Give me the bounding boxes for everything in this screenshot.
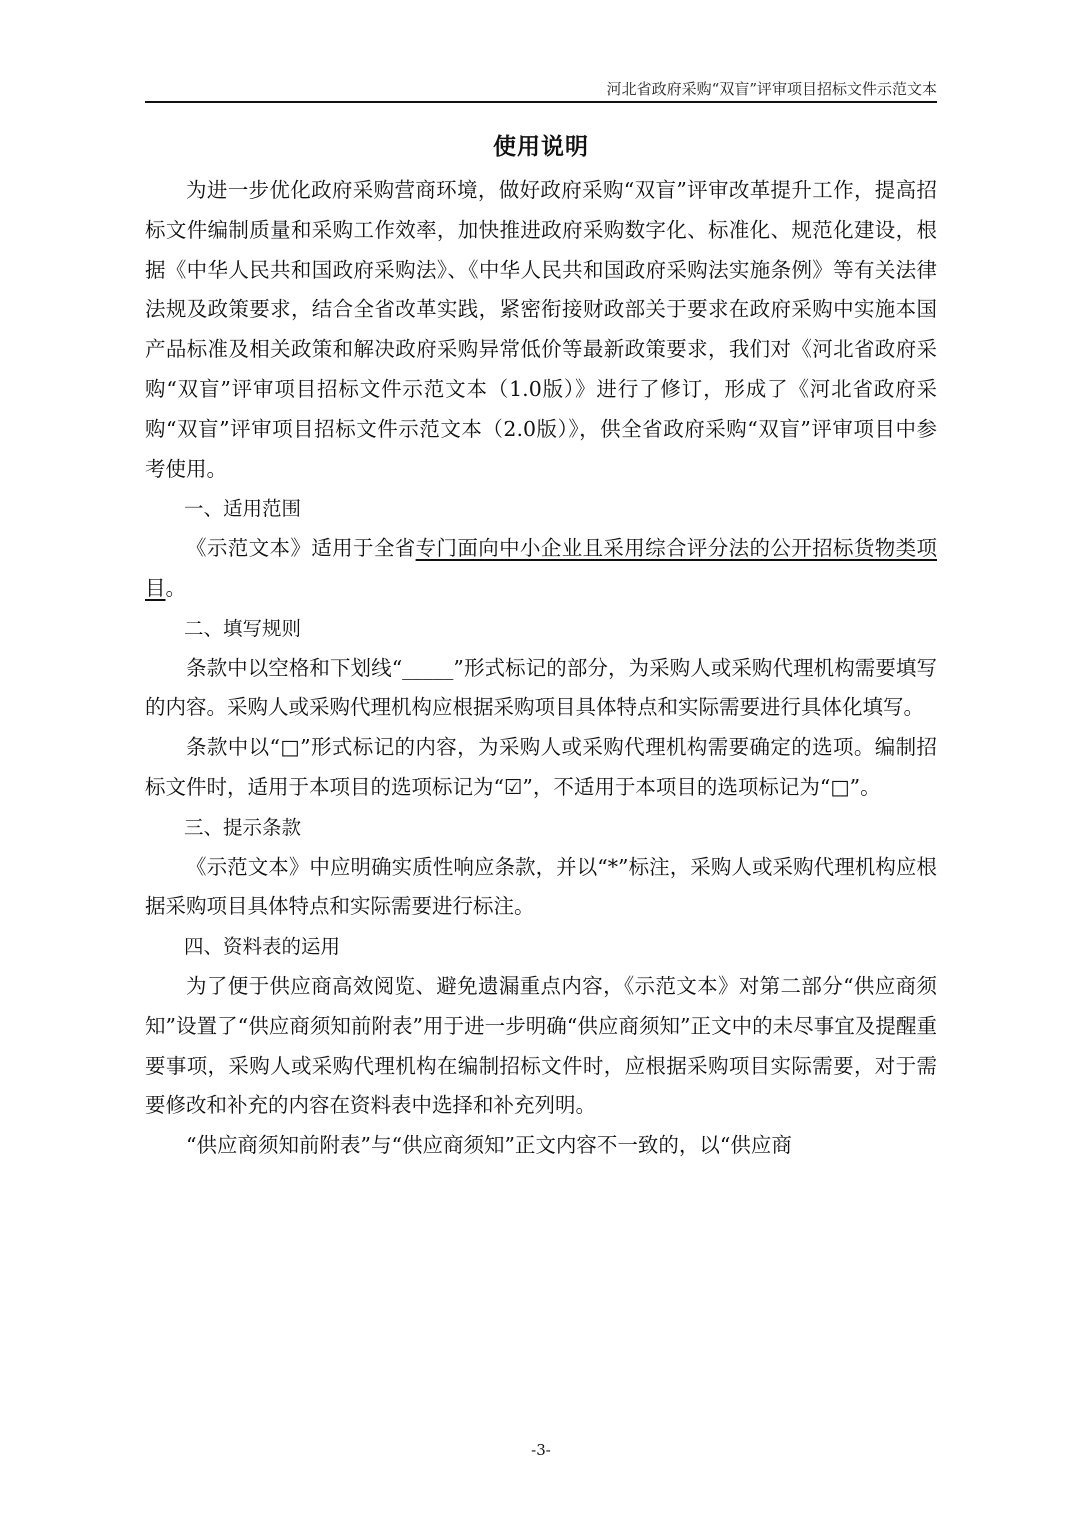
scope-underlined-text: 专门面向中小企业且采用综合评分法的公开招标货物类项目: [145, 536, 938, 600]
scope-paragraph: [145, 529, 937, 609]
notice-clauses-paragraph: 《示范文本》中应明确实质性响应条款，并以“*”标注，采购人或采购代理机构应根据采购项目具体特点和实际需要进行标注。: [145, 854, 937, 919]
section-heading-notice-clauses: 三、提示条款: [184, 815, 302, 839]
data-sheet-paragraph-2: “供应商须知前附表”与“供应商须知”正文内容不一致的，以“供应商: [186, 1133, 792, 1158]
scope-text-suffix: 。: [165, 575, 186, 600]
fill-rules-paragraph-2: 条款中以“□”形式标记的内容，为采购人或采购代理机构需要确定的选项。编制招标文件时，适用于本项目的选项标记为“☑”，不适用于本项目的选项标记为“□”。: [145, 735, 937, 799]
running-header: 河北省政府采购“双盲”评审项目招标文件示范文本: [606, 80, 937, 98]
intro-paragraph: 为进一步优化政府采购营商环境，做好政府采购“双盲”评审改革提升工作，提高招标文件编制质量和采购工作效率，加快推进政府采购数字化、标准化、规范化建设，根据《中华人民共和国政府采购法》、《中华人民共和国政府采购法实施条例》等有关法律法规及政策要求，结合全省改革实践，紧密衔接财政部关于要求在政府采购中实施本国产品标准及相关政策和解决政府采购异常低价等最新政策要求，我们对《河北省政府采购“双盲”评审项目招标文件示范文本（1.0版）》进行了修订，形成了《河北省政府采购“双盲”评审项目招标文件示范文本（2.0版）》，供全省政府采购“双盲”评审项目中参考使用。: [145, 178, 937, 481]
scope-text-prefix: 《示范文本》适用于全省: [186, 536, 416, 561]
section-heading-scope: 一、适用范围: [184, 497, 302, 521]
page-title: 使用说明: [493, 134, 589, 160]
fill-rules-paragraph-1: 条款中以空格和下划线“_____”形式标记的部分，为采购人或采购代理机构需要填写的内容。采购人或采购代理机构应根据采购项目具体特点和实际需要进行具体化填写。: [145, 655, 937, 720]
data-sheet-paragraph-1: 为了便于供应商高效阅览、避免遗漏重点内容，《示范文本》对第二部分“供应商须知”设置了“供应商须知前附表”用于进一步明确“供应商须知”正文中的未尽事宜及提醒重要事项，采购人或采购代理机构在编制招标文件时，应根据采购项目实际需要，对于需要修改和补充的内容在资料表中选择和补充列明。: [145, 973, 937, 1118]
page-number: -3-: [531, 1441, 551, 1459]
header-divider: [145, 101, 937, 103]
section-heading-data-sheet: 四、资料表的运用: [184, 935, 341, 959]
section-heading-fill-rules: 二、填写规则: [184, 616, 302, 640]
document-body: [145, 171, 937, 1166]
